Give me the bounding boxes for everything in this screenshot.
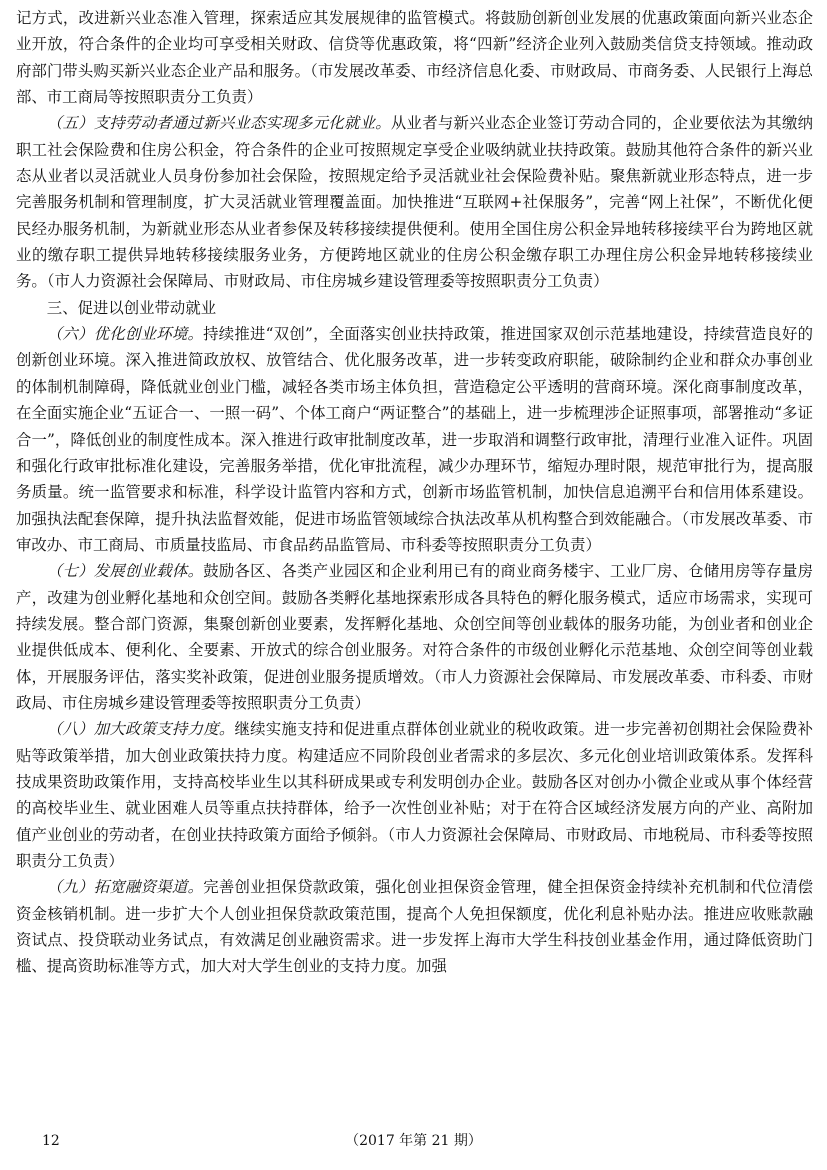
paragraph-text: 鼓励各区、各类产业园区和企业利用已有的商业商务楼宇、工业厂房、仓储用房等存量房产，改建为创业孵化基地和众创空间。鼓励各类孵化基地探索形成各具特色的孵化服务模式，适应市场需求，实现可持续发展。整合部门资源，集聚创新创业要素，发挥孵化基地、众创空间等创业载体的服务功能，为创业者和创业企业提供低成本、便利化、全要素、开放式的综合创业服务。对符合条件的市级创业孵化示范基地、众创空间等创业载体，开展服务评估，落实奖补政策，促进创业服务提质增效。（市人力资源社会保障局、市发展改革委、市科委、市财政局、市住房城乡建设管理委等按照职责分工负责） <box>16 562 813 712</box>
paragraph-lead: （七）发展创业载体。 <box>46 562 204 581</box>
paragraph-lead: （五）支持劳动者通过新兴业态实现多元化就业。 <box>46 114 391 133</box>
paragraph-7 <box>16 558 813 716</box>
paragraph-text: 继续实施支持和促进重点群体创业就业的税收政策。进一步完善初创期社会保险费补贴等政策举措，加大创业政策扶持力度。构建适应不同阶段创业者需求的多层次、多元化创业培训政策体系。发挥科技成果资助政策作用，支持高校毕业生以其科研成果或专利发明创办企业。鼓励各区对创办小微企业或从事个体经营的高校毕业生、就业困难人员等重点扶持群体，给予一次性创业补贴；对于在符合区域经济发展方向的产业、高附加值产业创业的劳动者，在创业扶持政策方面给予倾斜。（市人力资源社会保障局、市财政局、市地税局、市科委等按照职责分工负责） <box>16 720 813 870</box>
paragraph-8 <box>16 716 813 874</box>
paragraph-text: 完善创业担保贷款政策，强化创业担保资金管理，健全担保资金持续补充机制和代位清偿资金核销机制。进一步扩大个人创业担保贷款政策范围，提高个人免担保额度，优化利息补贴办法。推进应收账款融资试点、投贷联动业务试点，有效满足创业融资需求。进一步发挥上海市大学生科技创业基金作用，通过降低资助门槛、提高资助标准等方式，加大对大学生创业的支持力度。加强 <box>16 878 813 976</box>
section-heading <box>16 295 813 321</box>
page-number: 12 <box>42 1133 60 1149</box>
paragraph-lead: （六）优化创业环境。 <box>46 325 204 344</box>
paragraph-lead: （八）加大政策支持力度。 <box>46 720 235 739</box>
page-footer <box>0 1128 827 1154</box>
paragraph-1 <box>16 5 813 110</box>
document-body <box>16 5 813 980</box>
paragraph-text: 从业者与新兴业态企业签订劳动合同的，企业要依法为其缴纳职工社会保险费和住房公积金，符合条件的企业可按照规定享受企业吸纳就业扶持政策。鼓励其他符合条件的新兴业态从业者以灵活就业人员身份参加社会保险，按照规定给予灵活就业社会保险费补贴。聚焦新就业形态特点，进一步完善服务机制和管理制度，扩大灵活就业管理覆盖面。加快推进“互联网+社保服务”，完善“网上社保”，不断优化便民经办服务机制，为新就业形态从业者参保及转移接续提供便利。使用全国住房公积金异地转移接续平台为跨地区就业的缴存职工提供异地转移接续服务业务，方便跨地区就业的住房公积金缴存职工办理住房公积金异地转移接续业务。（市人力资源社会保障局、市财政局、市住房城乡建设管理委等按照职责分工负责） <box>16 114 813 291</box>
paragraph-lead: （九）拓宽融资渠道。 <box>46 878 204 897</box>
paragraph-9 <box>16 874 813 979</box>
paragraph-5 <box>16 110 813 294</box>
paragraph-text: 记方式，改进新兴业态准入管理，探索适应其发展规律的监管模式。将鼓励创新创业发展的优惠政策面向新兴业态企业开放，符合条件的企业均可享受相关财政、信贷等优惠政策，将“四新”经济企业列入鼓励类信贷支持领域。推动政府部门带头购买新兴业态企业产品和服务。（市发展改革委、市经济信息化委、市财政局、市商务委、人民银行上海总部、市工商局等按照职责分工负责） <box>16 9 813 107</box>
issue-label: （2017 年第 21 期） <box>345 1133 482 1149</box>
section-heading-text: 三、促进以创业带动就业 <box>46 298 217 317</box>
paragraph-text: 持续推进“双创”，全面落实创业扶持政策，推进国家双创示范基地建设，持续营造良好的创新创业环境。深入推进简政放权、放管结合、优化服务改革，进一步转变政府职能，破除制约企业和群众办事创业的体制机制障碍，降低就业创业门槛，减轻各类市场主体负担，营造稳定公平透明的营商环境。深化商事制度改革，在全面实施企业“五证合一、一照一码”、个体工商户“两证整合”的基础上，进一步梳理涉企证照事项，部署推动“多证合一”，降低创业的制度性成本。深入推进行政审批制度改革，进一步取消和调整行政审批，清理行业准入证件。巩固和强化行政审批标准化建设，完善服务举措，优化审批流程，减少办理环节，缩短办理时限，规范审批行为，提高服务质量。统一监管要求和标准，科学设计监管内容和方式，创新市场监管机制，加快信息追溯平台和信用体系建设。加强执法配套保障，提升执法监督效能，促进市场监管领域综合执法改革从机构整合到效能融合。（市发展改革委、市审改办、市工商局、市质量技监局、市食品药品监管局、市科委等按照职责分工负责） <box>16 325 813 554</box>
paragraph-6 <box>16 321 813 558</box>
